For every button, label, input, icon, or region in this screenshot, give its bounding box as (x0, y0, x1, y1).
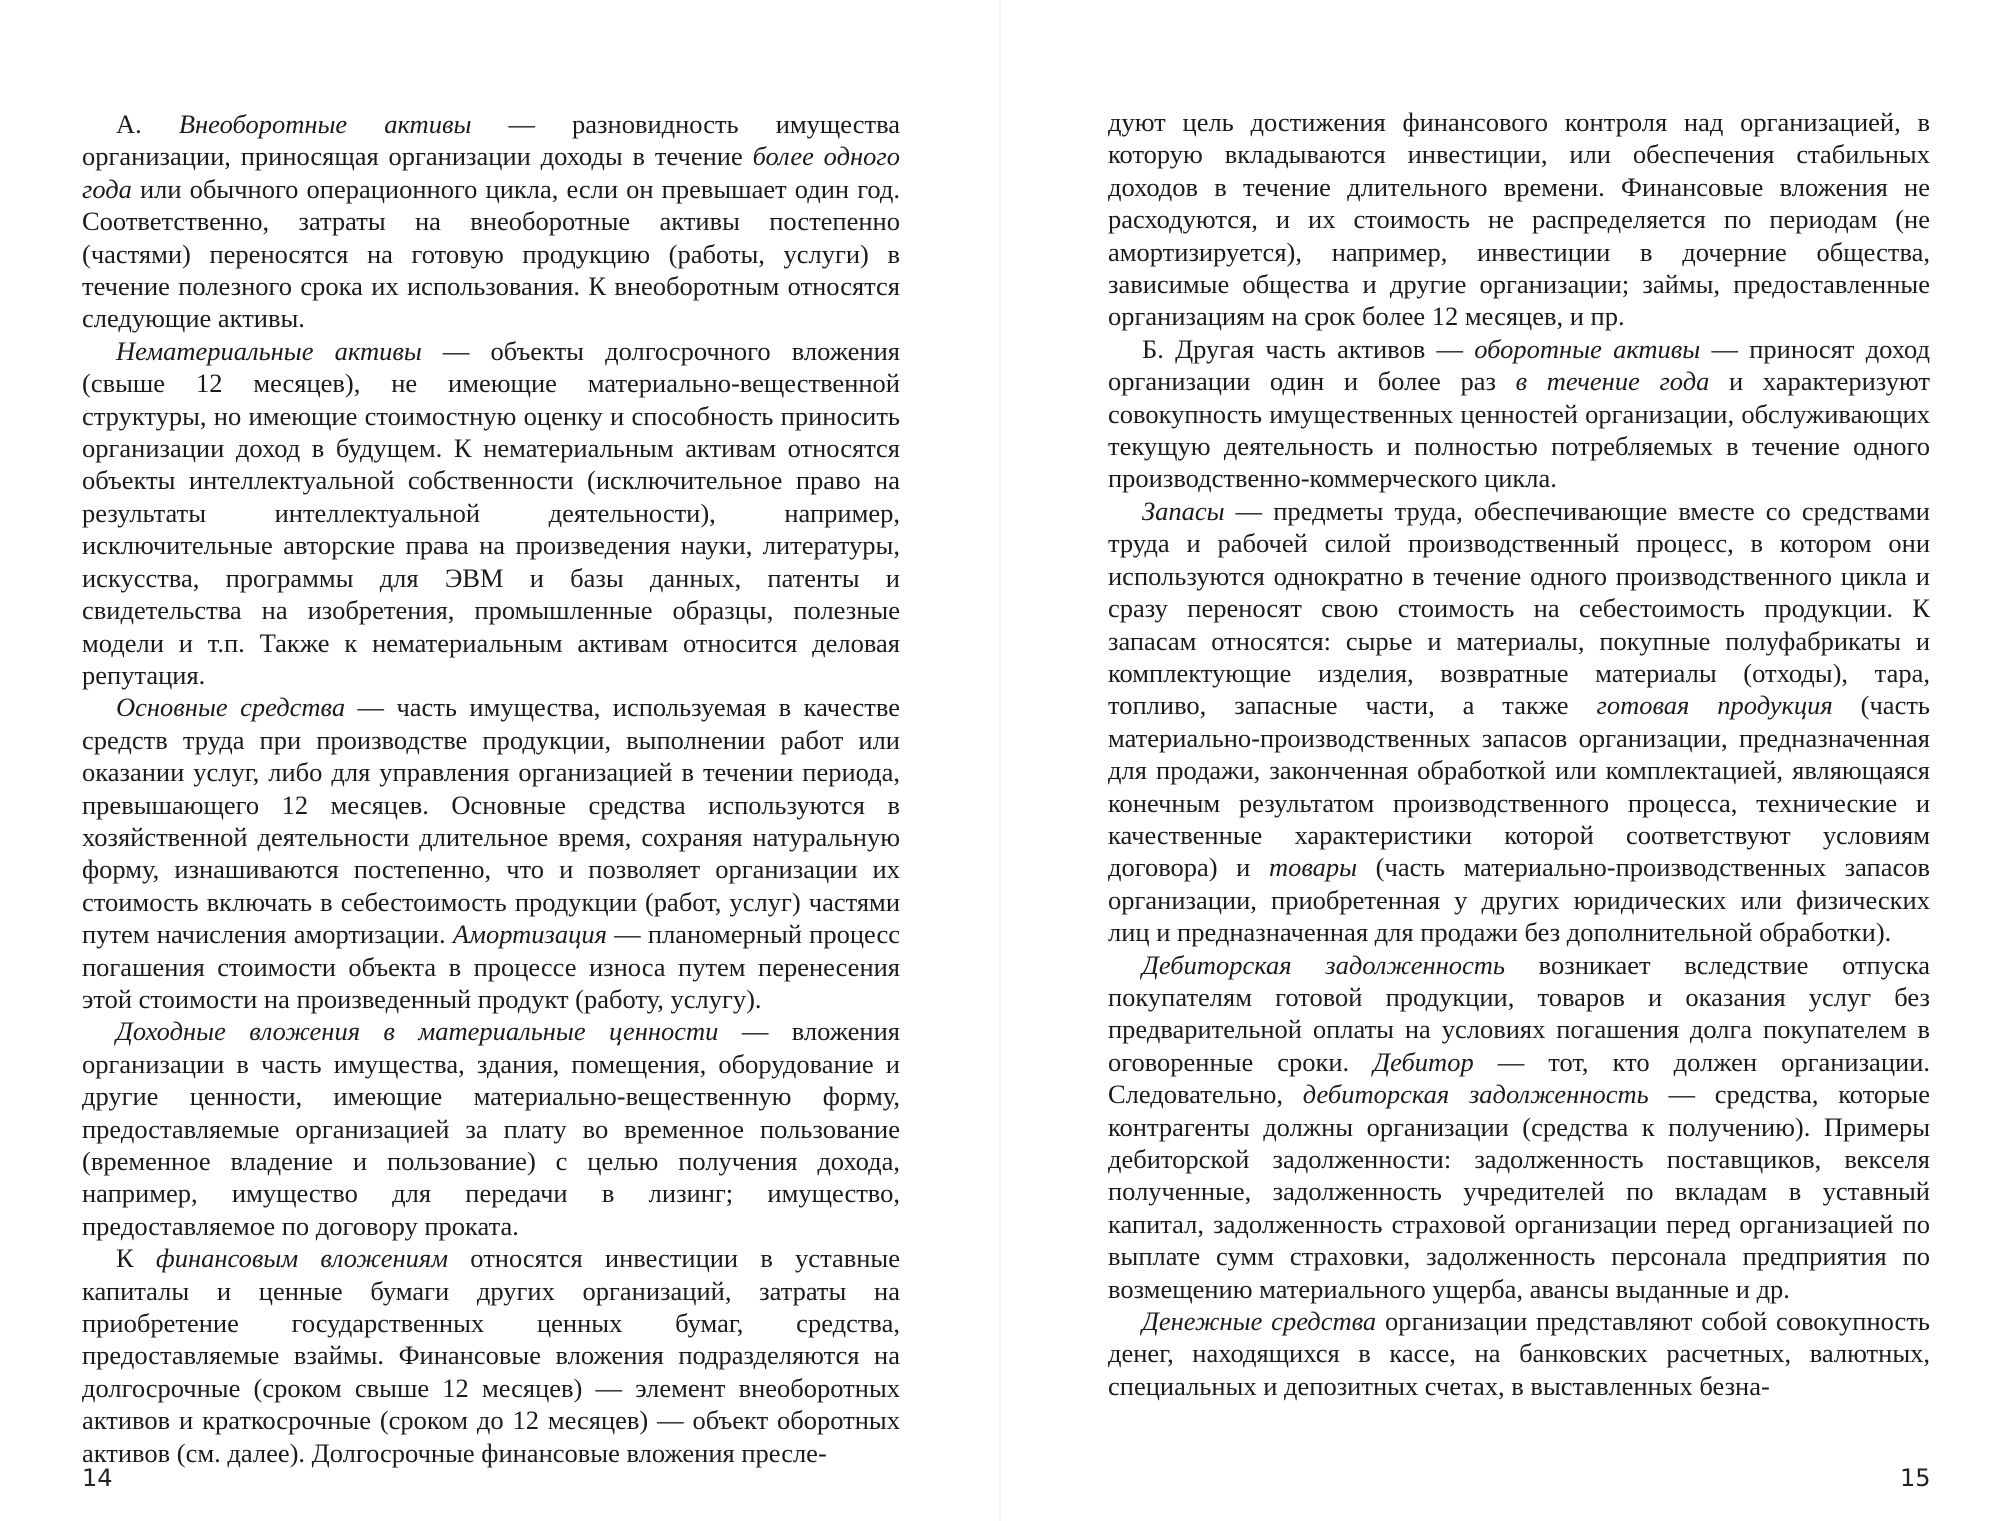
text-run: А. (116, 109, 179, 139)
text-run: относятся инвестиции в уставные капиталы и ценные бумаги других организаций, затраты на приобретение государственных ценных бумаг, средства, предоставляемые взаймы. Финансовые вложения подразделяются на долгосрочные (сроком свыше 12 месяцев) — элемент внеоборотных активов и краткосрочные (сроком до 12 месяцев) — объект оборотных активов (см. далее). Долгосрочные финансовые вложения пресле- (82, 1243, 900, 1468)
text-run: — разновидность имущества организации, приносящая организации доходы в течение (82, 109, 900, 172)
italic-term: оборотные активы (1474, 333, 1701, 364)
italic-term: Денежные средства (1142, 1306, 1377, 1337)
italic-term: в течение года (1515, 366, 1710, 397)
text-run: — планомерный процесс погашения стоимости объекта в процессе износа путем перенесения этой стоимости на произведенный продукт (работу, услугу). (82, 919, 900, 1014)
text-run: — объекты долгосрочного вложения (свыше 12 месяцев), не имеющие материально-вещественной структуры, но имеющие стоимостную оценку и способность приносить организации доход в будущем. К нематериальным активам относятся объекты интеллектуальной собственности (исключительное право на результаты интеллектуальной деятельности), например, исключительные авторские права на произведения науки, литературы, искусства, программы для ЭВМ и базы данных, патенты и свидетельства на изобретения, промышленные образцы, полезные модели и т.п. Также к нематериальным активам относится деловая репутация. (82, 335, 900, 690)
text-run: — приносят доход организации один и более раз (1108, 333, 1930, 397)
text-run: — тот, кто должен организации. Следовательно, (1108, 1046, 1930, 1110)
italic-term: готовая продукция (1596, 690, 1833, 721)
italic-term: Амортизация (452, 919, 607, 950)
italic-term: финансовым вложениям (155, 1243, 449, 1274)
italic-term: товары (1268, 852, 1358, 883)
paragraph-debitorskaya-zadolzhennost (1108, 949, 1930, 1305)
text-run: или обычного операционного цикла, если он превышает один год. Соответственно, затраты на внеоборотные активы постепенно (частями) переносятся на готовую продукцию (работы, услуги) в течение полезного срока их использования. К внеоборотным относятся следующие активы. (82, 173, 900, 334)
page-number-left: 14 (82, 1464, 113, 1492)
text-run: — предметы труда, обеспечивающие вместе со средствами труда и рабочей силой производственный процесс, в котором они используются однократно в течение одного производственного цикла и сразу переносят свою стоимость на себестоимость продукции. К запасам относятся: сырье и материалы, покупные полуфабрикаты и комплектующие изделия, возвратные материалы (отходы), тара, топливо, запасные части, а также (1108, 495, 1930, 721)
text-run: — вложения организации в часть имущества, здания, помещения, оборудование и другие ценности, имеющие материально-вещественную форму, предоставляемые организацией за плату во временное пользование (временное владение и пользование) с целью получения дохода, например, имущество для передачи в лизинг; имущество, предоставляемое по договору проката. (82, 1016, 900, 1241)
text-run: и характеризуют совокупность имущественных ценностей организации, обслуживающих текущую деятельность и полностью потребляемых в течение одного производственно-коммерческого цикла. (1108, 366, 1930, 494)
paragraph-oborotnye-aktivy (1108, 333, 1930, 495)
italic-term: Нематериальные активы (116, 335, 422, 366)
paragraph-zapasy (1108, 495, 1930, 949)
text-run: — средства, которые контрагенты должны организации (средства к получению). Примеры дебиторской задолженности: задолженность поставщиков, векселя полученные, задолженность учредителей по вкладам в уставный капитал, задолженность страховой организации перед организацией по выплате сумм страховки, задолженность персонала предприятия по возмещению материального ущерба, авансы выданные и др. (1108, 1079, 1930, 1304)
right-page (1000, 0, 2000, 1521)
text-run: организации представляют собой совокупность денег, находящихся в кассе, на банковских расчетных, валютных, специальных и депозитных счетах, в выставленных безна- (1108, 1306, 1930, 1401)
italic-term: Запасы (1142, 495, 1225, 526)
italic-term: Дебитор (1373, 1046, 1474, 1077)
paragraph-dokhodnye-vlozheniya (82, 1015, 900, 1242)
italic-term: более одного года (82, 141, 900, 204)
italic-term: Дебиторская задолженность (1142, 949, 1505, 980)
paragraph-nematerialnye-aktivy (82, 335, 900, 691)
right-page-text (1108, 106, 1930, 1402)
text-run: Б. Другая часть активов — (1142, 333, 1475, 364)
text-run: (часть материально-производственных запасов организации, приобретенная у других юридических или физических лиц и предназначенная для продажи без дополнительной обработки). (1108, 852, 1931, 948)
paragraph-denezhnye-sredstva (1108, 1305, 1930, 1402)
text-run: дуют цель достижения финансового контроля над организацией, в которую вкладываются инвестиции, или обеспечения стабильных доходов в течение длительного времени. Финансовые вложения не расходуются, и их стоимость не распределяется по периодам (не амортизируется), например, инвестиции в дочерние общества, зависимые общества и другие организации; займы, предоставленные организациям на срок более 12 месяцев, и пр. (1108, 107, 1930, 332)
left-page-text (82, 108, 900, 1469)
italic-term: дебиторская задолженность (1302, 1079, 1649, 1110)
text-run: возникает вследствие отпуска покупателям готовой продукции, товаров и оказания услуг без предварительной оплаты на условиях погашения долга покупателем в оговоренные сроки. (1108, 949, 1930, 1077)
paragraph-vneoborotnye-aktivy (82, 108, 900, 335)
page-number-right: 15 (1900, 1464, 1931, 1492)
text-run: — часть имущества, используемая в качестве средств труда при производстве продукции, выполнении работ или оказании услуг, либо для управления организацией в течении периода, превышающего 12 месяцев. Основные средства используются в хозяйственной деятельности длительное время, сохраняя натуральную форму, изнашиваются постепенно, что и позволяет организации их стоимость включать в себестоимость продукции (работ, услуг) частями путем начисления амортизации. (82, 692, 900, 950)
text-run: (часть материально-производственных запасов организации, предназначенная для продажи, законченная обработкой или комплектацией, являющаяся конечным результатом производственного процесса, технические и качественные характеристики которой соответствуют условиям договора) и (1108, 690, 1931, 883)
paragraph-finansovye-vlozheniya (82, 1242, 900, 1469)
paragraph-finansovye-vlozheniya-continued (1108, 106, 1930, 333)
italic-term: Доходные вложения в материальные ценности (116, 1016, 719, 1047)
italic-term: Основные средства (116, 692, 346, 723)
italic-term: Внеоборотные активы (178, 109, 472, 139)
paragraph-osnovnye-sredstva (82, 691, 900, 1015)
text-run: К (116, 1243, 156, 1274)
